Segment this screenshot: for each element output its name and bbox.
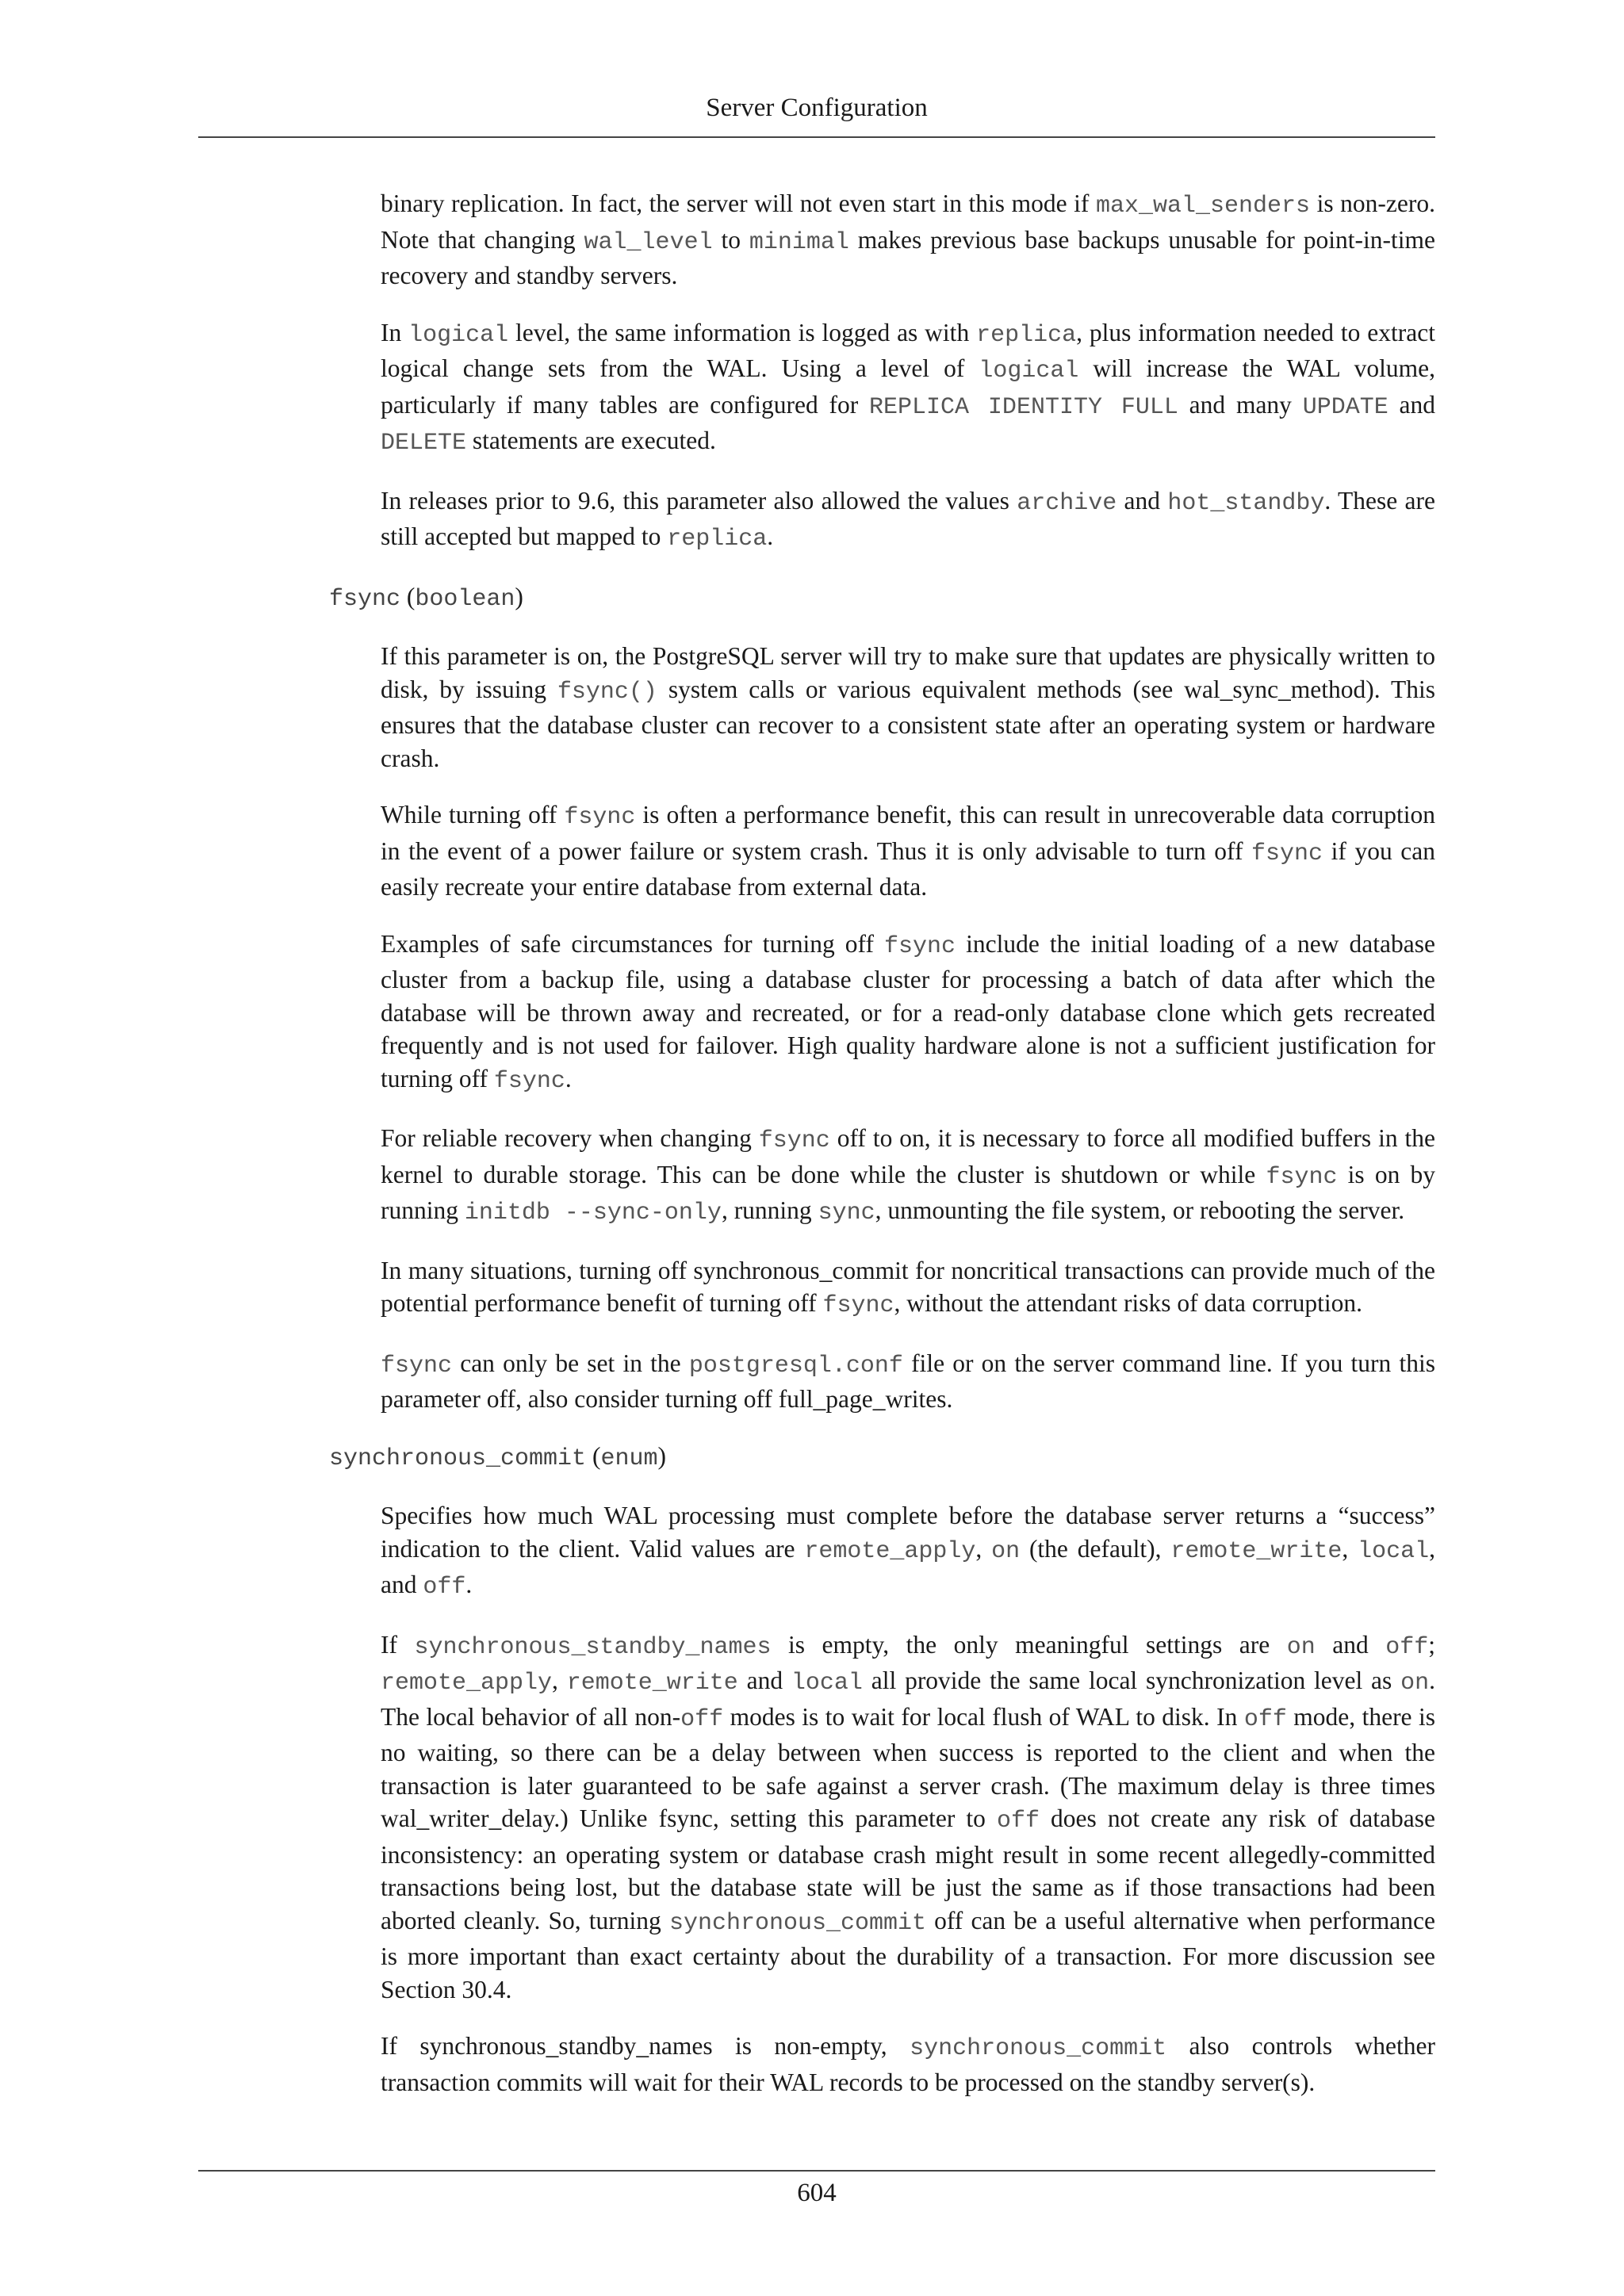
text-run: also controls whether transaction commits will wait for their WAL records to be processed on the standby server(s). [381,2032,1435,2096]
paragraph [381,187,1435,293]
text-run: . [565,1064,572,1093]
code-literal: replica [667,526,768,553]
text-run: , unmounting the file system, or rebooting the server. [875,1196,1405,1224]
paragraph [381,1628,1435,2007]
code-literal: fsync [493,1067,565,1095]
code-literal: REPLICA IDENTITY FULL [869,393,1178,421]
text-run: . [465,1571,473,1598]
code-literal: synchronous_commit [910,2035,1167,2062]
paragraph [381,316,1435,461]
code-literal: sync [818,1200,875,1226]
footer-rule [198,2170,1435,2172]
text-run: all provide the same local synchronization level as [862,1667,1401,1694]
code-literal: on [1400,1670,1430,1697]
text-run: , plus information needed to extract logical change sets from the WAL. Using a level of [381,318,1435,382]
code-literal: archive [1017,489,1117,517]
code-literal: logical [979,358,1079,385]
text-run: does not create any risk of database inconsistency: an operating system or database crash might result in some recent allegedly-committed transactions being lost, but the database state will be just the same as if those transactions had been aborted cleanly. So, turning [381,1804,1435,1934]
text-run: If synchronous_standby_names is non-empty, [381,2032,910,2060]
text-run: to [712,225,749,254]
code-literal: initdb --sync-only [464,1200,722,1226]
code-literal: fsync() [557,678,657,706]
text-run: ) [515,582,523,610]
text-run: ( [586,1441,601,1470]
code-literal: off [1243,1705,1287,1733]
text-run: If this parameter is on, the PostgreSQL server will try to make sure that updates are physically written to disk, by issuing [381,642,1435,703]
code-literal: off [996,1808,1040,1835]
text-run: While turning off [381,801,565,828]
code-literal: wal_level [584,228,713,256]
text-run: . These are still accepted but mapped to [381,486,1435,550]
text-run: if you can easily recreate your entire database from external data. [381,836,1435,901]
text-run: statements are executed. [466,427,716,454]
parameter-term [329,580,1435,617]
code-literal: boolean [415,585,515,613]
text-run: If [381,1630,415,1659]
text-run: system calls or various equivalent methods (see wal_sync_method). This ensures that the database cluster can recover to a consistent state after an operating system or hardware crash. [381,675,1436,772]
text-run: is non-zero. Note that changing [381,189,1436,254]
text-run: Examples of safe circumstances for turning off [381,929,885,958]
code-literal: fsync [758,1127,830,1154]
text-run: Specifies how much WAL processing must complete before the database server returns a “success” indication to the client. Valid values are [381,1502,1435,1563]
code-literal: hot_standby [1167,489,1325,517]
text-run: makes previous base backups unusable for point-in-time recovery and standby servers. [381,225,1435,289]
code-literal: synchronous_commit [668,1909,926,1937]
paragraph [381,2030,1435,2099]
text-run: , and [381,1534,1436,1598]
code-literal: fsync [381,1352,453,1380]
paragraph [381,1122,1435,1230]
paragraph [381,1499,1435,1605]
code-literal: off [680,1705,724,1733]
text-run: file or on the server command line. If you turn this parameter off, also consider turning off full_page_writes. [381,1349,1435,1413]
text-run: will increase the WAL volume, particularly if many tables are configured for [381,354,1436,419]
text-run: is empty, the only meaningful settings are [771,1630,1287,1659]
code-literal: off [1385,1633,1429,1661]
text-run: level, the same information is logged as with [508,318,977,346]
code-literal: enum [600,1445,658,1472]
text-run: , without the attendant risks of data corruption. [894,1289,1362,1317]
code-literal: replica [976,321,1077,349]
code-literal: DELETE [381,430,467,457]
paragraph [381,1254,1435,1323]
text-run: , [552,1667,567,1694]
text-run: In releases prior to 9.6, this parameter also allowed the values [381,486,1017,515]
text-run: ) [657,1441,666,1470]
text-run: and [737,1667,791,1694]
text-run: and [1388,390,1436,419]
text-run: ( [400,582,416,610]
code-literal: fsync [822,1292,894,1319]
code-literal: fsync [884,932,956,960]
code-literal: fsync [1266,1163,1338,1191]
page-number: 604 [797,2179,837,2207]
text-run: binary replication. In fact, the server will not even start in this mode if [381,189,1096,217]
text-run: In many situations, turning off synchronous_commit for noncritical transactions can provide much of the potential performance benefit of turning off [381,1256,1435,1317]
text-run: and [1116,486,1168,515]
page-content [329,187,1435,2122]
code-literal: fsync [564,804,636,831]
code-literal: minimal [749,228,849,256]
text-run: . The local behavior of all non- [381,1667,1436,1731]
text-run: is often a performance benefit, this can result in unrecoverable data corruption in the event of a power failure or system crash. Thus it is only advisable to turn off [381,801,1436,865]
paragraph [381,798,1435,904]
code-literal: logical [408,321,509,349]
code-literal: fsync [329,585,401,613]
code-literal: remote_write [1170,1537,1342,1565]
text-run: off to on, it is necessary to force all modified buffers in the kernel to durable storage. This can be done while the cluster is shutdown or while [381,1124,1435,1188]
page-header-title: Server Configuration [706,94,928,122]
text-run: For reliable recovery when changing [381,1124,759,1152]
code-literal: fsync [1251,840,1323,867]
code-literal: UPDATE [1302,393,1388,421]
code-literal: remote_write [566,1670,738,1697]
paragraph [381,928,1435,1099]
code-literal: max_wal_senders [1095,193,1311,220]
text-run: , [975,1534,992,1563]
text-run: is on by running [381,1160,1435,1224]
text-run: and many [1178,390,1303,419]
code-literal: local [1358,1537,1430,1565]
text-run: In [381,318,409,346]
code-literal: remote_apply [804,1537,976,1565]
code-literal: on [1286,1633,1316,1661]
code-literal: postgresql.conf [688,1352,903,1380]
paragraph [381,640,1435,775]
code-literal: remote_apply [381,1670,553,1697]
paragraph [381,1347,1435,1416]
code-literal: local [791,1670,863,1697]
text-run: mode, there is no waiting, so there can be a delay between when success is reported to the client and when the transaction is later guaranteed to be safe against a server crash. (The maximum delay is three times wal_writer_delay.) Unlike fsync, setting this parameter to [381,1702,1436,1832]
code-literal: on [991,1537,1021,1565]
text-run: , [1342,1534,1358,1563]
text-run: can only be set in the [452,1349,689,1377]
text-run: modes is to wait for local flush of WAL to disk. In [723,1702,1244,1731]
text-run: ; [1428,1630,1435,1659]
text-run: (the default), [1020,1534,1171,1563]
text-run: and [1315,1630,1386,1659]
header-rule [198,136,1435,138]
code-literal: synchronous_standby_names [414,1633,772,1661]
code-literal: off [423,1574,466,1601]
text-run: . [767,522,774,550]
text-run: off can be a useful alternative when performance is more important than exact certainty about the durability of a transaction. For more discussion see Section 30.4. [381,1906,1435,2003]
parameter-term [329,1440,1435,1476]
text-run: , running [721,1196,818,1224]
text-run: include the initial loading of a new database cluster from a backup file, using a database cluster for processing a batch of data after which the database will be thrown away and recreated, or for a read-only database clone which gets recreated frequently and is not used for failover. High quality hardware alone is not a sufficient justification for turning off [381,929,1435,1093]
code-literal: synchronous_commit [329,1445,587,1472]
paragraph [381,484,1435,557]
